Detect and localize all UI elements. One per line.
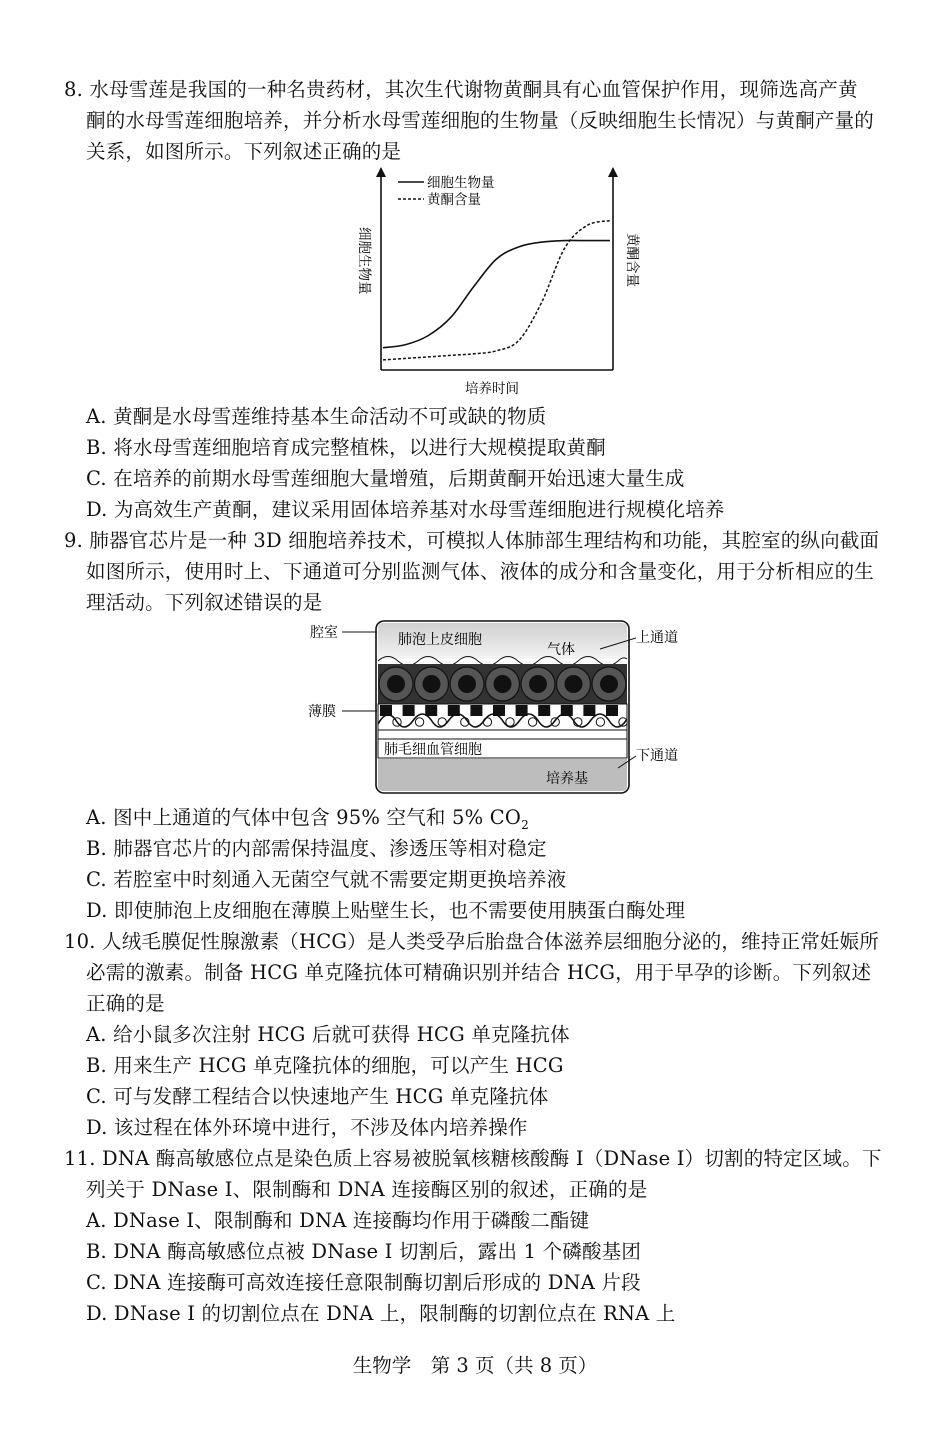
membrane-block bbox=[538, 705, 550, 716]
epithelial-cell bbox=[521, 667, 555, 701]
epithelial-cell bbox=[592, 667, 626, 701]
q10-stem-line-2: 必需的激素。制备 HCG 单克隆抗体可精确识别并结合 HCG，用于早孕的诊断。下列叙述 bbox=[86, 961, 872, 984]
epithelial-cell bbox=[557, 667, 591, 701]
epithelial-cell bbox=[379, 667, 413, 701]
lower-channel-medium bbox=[378, 759, 627, 791]
q8-option-b: B. 将水母雪莲细胞培育成完整植株，以进行大规模提取黄酮 bbox=[86, 436, 606, 459]
label-lower-channel: 下通道 bbox=[636, 748, 678, 764]
membrane-pore bbox=[596, 718, 604, 726]
q11-option-d: D. DNase Ⅰ 的切割位点在 DNA 上，限制酶的切割位点在 RNA 上 bbox=[86, 1302, 676, 1325]
capillary-layer bbox=[378, 730, 627, 739]
q10-stem-line-1: 10. 人绒毛膜促性腺激素（HCG）是人类受孕后胎盘合体滋养层细胞分泌的，维持正常妊娠所 bbox=[64, 930, 880, 953]
q11-option-c: C. DNA 连接酶可高效连接任意限制酶切割后形成的 DNA 片段 bbox=[86, 1271, 641, 1294]
page-footer: 生物学 第 3 页（共 8 页） bbox=[352, 1354, 598, 1377]
q10-option-d: D. 该过程在体外环境中进行，不涉及体内培养操作 bbox=[86, 1116, 528, 1139]
co2-subscript: 2 bbox=[521, 817, 529, 832]
membrane-pore bbox=[528, 718, 536, 726]
y-left-label: 细胞生物量 bbox=[356, 227, 372, 295]
membrane-block bbox=[403, 705, 415, 716]
label-medium: 培养基 bbox=[546, 771, 588, 787]
q10-option-a: A. 给小鼠多次注射 HCG 后就可获得 HCG 单克隆抗体 bbox=[86, 1023, 570, 1046]
left-axis-arrow bbox=[376, 167, 386, 177]
right-axis-arrow bbox=[608, 167, 618, 177]
q9-option-b: B. 肺器官芯片的内部需保持温度、渗透压等相对稳定 bbox=[86, 837, 547, 860]
q8-option-c: C. 在培养的前期水母雪莲细胞大量增殖，后期黄酮开始迅速大量生成 bbox=[86, 467, 685, 490]
q8-option-d: D. 为高效生产黄酮，建议采用固体培养基对水母雪莲细胞进行规模化培养 bbox=[86, 498, 725, 521]
membrane-block bbox=[606, 705, 618, 716]
q11-stem-line-1: 11. DNA 酶高敏感位点是染色质上容易被脱氧核糖核酸酶 Ⅰ（DNase Ⅰ）切割的特定区域。下 bbox=[64, 1147, 882, 1170]
q10-stem-line-3: 正确的是 bbox=[86, 992, 165, 1015]
y-right-label: 黄酮含量 bbox=[624, 233, 640, 287]
q10-option-c: C. 可与发酵工程结合以快速地产生 HCG 单克隆抗体 bbox=[86, 1085, 549, 1108]
label-gas: 气体 bbox=[547, 642, 575, 658]
epithelial-cell bbox=[450, 667, 484, 701]
q8-stem-line-1: 8. 水母雪莲是我国的一种名贵药材，其次生代谢物黄酮具有心血管保护作用，现筛选高产黄 bbox=[64, 78, 858, 101]
membrane-block bbox=[583, 705, 595, 716]
q11-option-b: B. DNA 酶高敏感位点被 DNase Ⅰ 切割后，露出 1 个磷酸基团 bbox=[86, 1240, 642, 1263]
epithelial-cell bbox=[415, 667, 449, 701]
membrane-block bbox=[380, 705, 392, 716]
membrane-pore bbox=[415, 718, 423, 726]
q8-stem-line-2: 酮的水母雪莲细胞培养，并分析水母雪莲细胞的生物量（反映细胞生长情况）与黄酮产量的 bbox=[86, 109, 875, 132]
q9-option-c: C. 若腔室中时刻通入无菌空气就不需要定期更换培养液 bbox=[86, 868, 567, 891]
epithelial-cell bbox=[486, 667, 520, 701]
q9-option-d: D. 即使肺泡上皮细胞在薄膜上贴壁生长，也不需要使用胰蛋白酶处理 bbox=[86, 899, 686, 922]
q9-stem-line-3: 理活动。下列叙述错误的是 bbox=[86, 591, 323, 614]
series-flavone-line bbox=[383, 221, 610, 360]
q9-option-a: A. 图中上通道的气体中包含 95% 空气和 5% $CO_2$ bbox=[86, 806, 529, 832]
label-upper-channel: 上通道 bbox=[636, 630, 678, 646]
membrane-block bbox=[470, 705, 482, 716]
q8-stem-line-3: 关系，如图所示。下列叙述正确的是 bbox=[86, 140, 402, 163]
label-epithelial-cells: 肺泡上皮细胞 bbox=[398, 632, 482, 648]
series-biomass-line bbox=[383, 240, 610, 347]
legend-flavone-label: 黄酮含量 bbox=[427, 192, 481, 208]
q9-stem-line-2: 如图所示，使用时上、下通道可分别监测气体、液体的成分和含量变化，用于分析相应的生 bbox=[86, 560, 875, 583]
x-label: 培养时间 bbox=[465, 381, 519, 397]
label-chamber: 腔室 bbox=[310, 625, 338, 641]
q11-option-a: A. DNase Ⅰ、限制酶和 DNA 连接酶均作用于磷酸二酯键 bbox=[86, 1209, 590, 1232]
q10-option-b: B. 用来生产 HCG 单克隆抗体的细胞，可以产生 HCG bbox=[86, 1054, 564, 1077]
membrane-block bbox=[425, 705, 437, 716]
label-membrane: 薄膜 bbox=[308, 704, 336, 720]
q11-stem-line-2: 列关于 DNase Ⅰ、限制酶和 DNA 连接酶区别的叙述，正确的是 bbox=[86, 1178, 648, 1201]
q8-option-a: A. 黄酮是水母雪莲维持基本生命活动不可或缺的物质 bbox=[86, 405, 547, 428]
legend-biomass-label: 细胞生物量 bbox=[427, 175, 495, 191]
q8-chart bbox=[330, 165, 650, 400]
label-capillary-cells: 肺毛细血管细胞 bbox=[384, 742, 482, 758]
q9-stem-line-1: 9. 肺器官芯片是一种 3D 细胞培养技术，可模拟人体肺部生理结构和功能，其腔室的纵向截面 bbox=[64, 529, 880, 552]
q9-lung-chip-diagram bbox=[300, 616, 700, 801]
